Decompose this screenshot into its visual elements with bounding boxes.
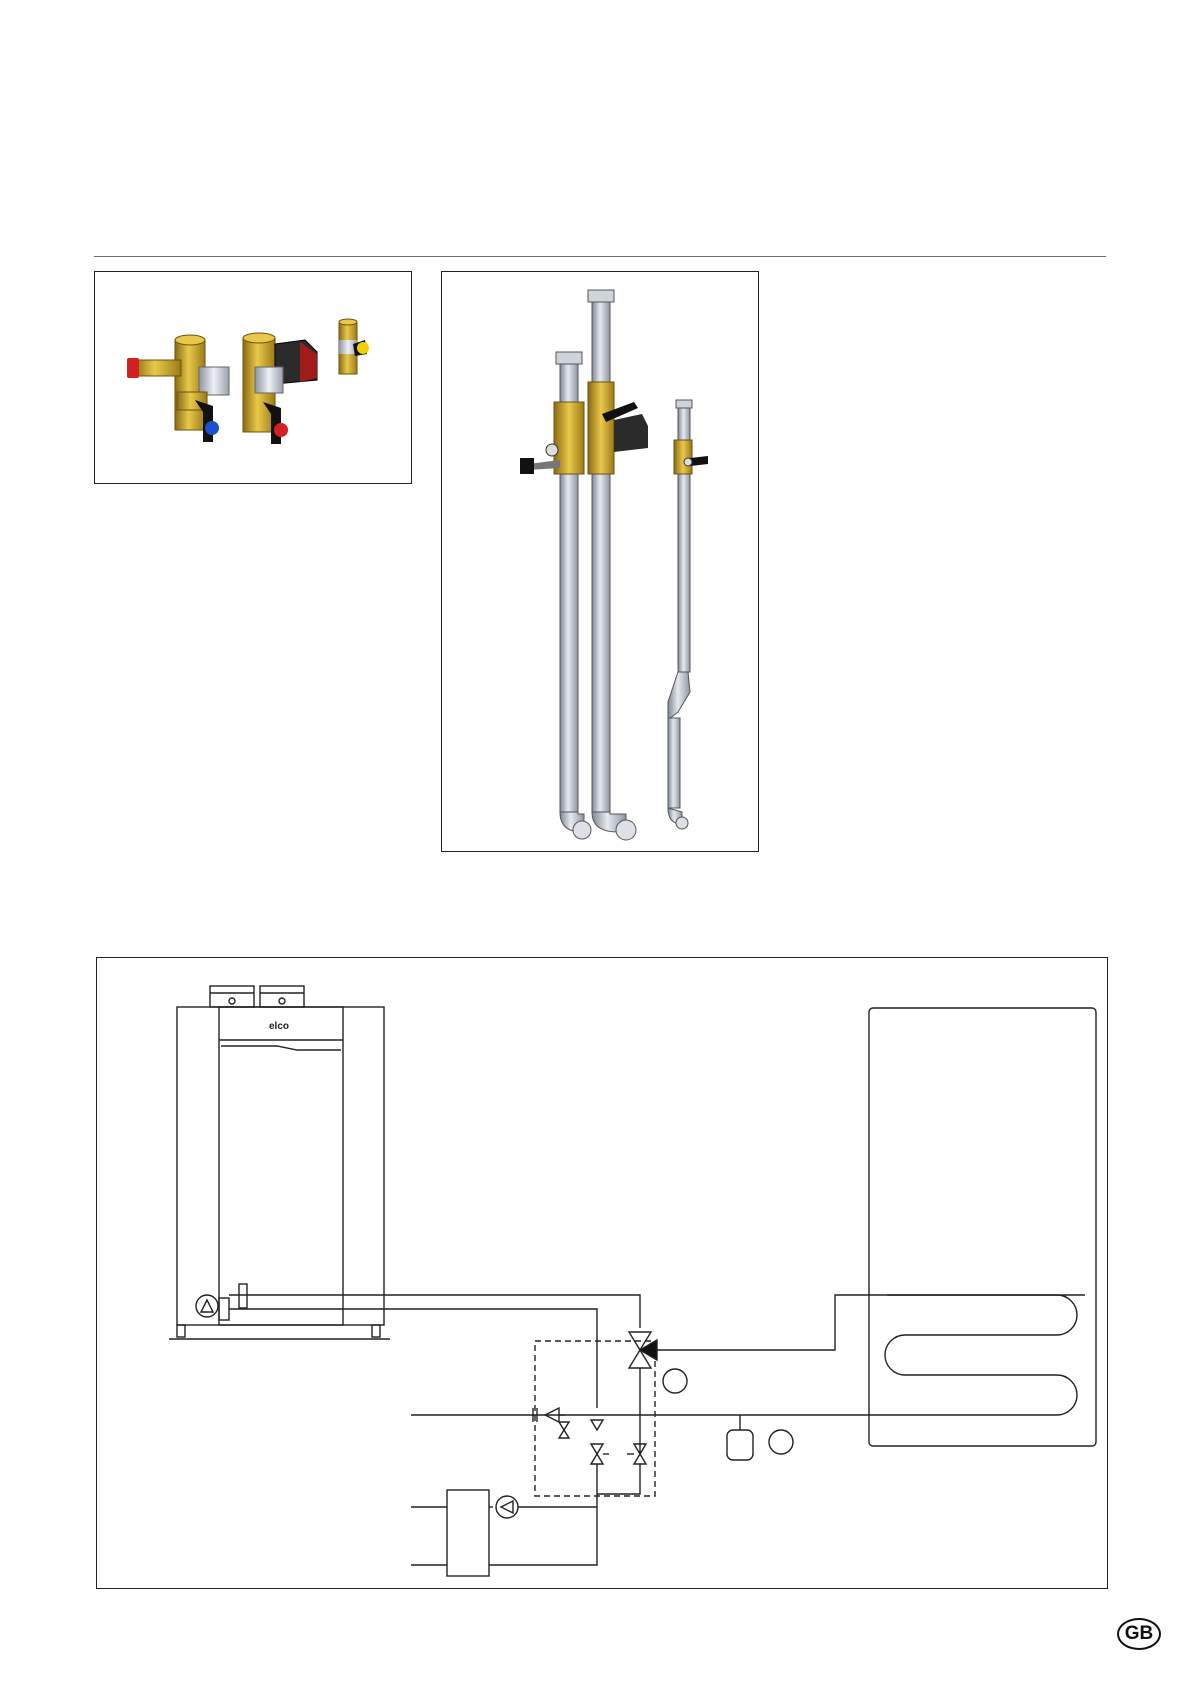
red-cap-icon: [127, 358, 139, 378]
yellow-cap-icon: [357, 342, 369, 354]
valve-group-icon: [95, 272, 413, 485]
boiler-logo: elco: [269, 1021, 290, 1032]
hydraulic-schematic-figure: [96, 957, 1108, 1589]
connection-pipes-icon: [442, 272, 760, 853]
pipe-set-figure: [441, 271, 759, 852]
header-rule: [94, 256, 1106, 257]
valve-kit-figure: [94, 271, 412, 484]
language-badge: GB: [1117, 1618, 1161, 1650]
blue-cap-icon: [205, 421, 219, 435]
underfloor-heating-diagram-icon: [97, 958, 1109, 1590]
